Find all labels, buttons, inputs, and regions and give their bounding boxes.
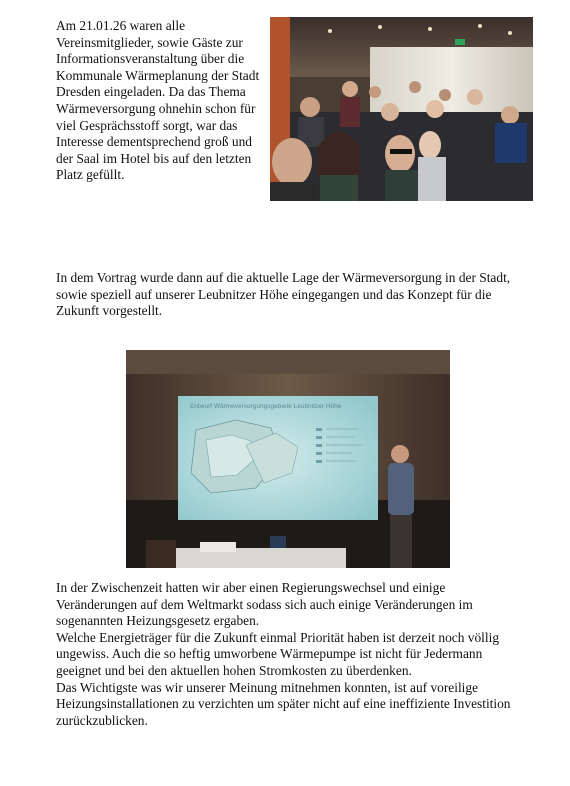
conclusion-paragraph-2: Welche Energieträger für die Zukunft einmal Priorität haben ist derzeit noch völlig ungewiss. Auch die so heftig umworbene Wärmepumpe ist nicht für Jedermann geeignet und bei den aktuellen hohen Stromkosten zu überdenken. xyxy=(56,629,500,678)
presentation-photo xyxy=(126,350,450,568)
conclusion-paragraphs xyxy=(56,580,516,729)
intro-paragraph: Am 21.01.26 waren alle Vereinsmitglieder, sowie Gäste zur Informationsveranstaltung über die Kommunale Wärmeplanung der Stadt Dresden eingeladen. Da das Thema Wärmeversorgung ohnehin schon für viel Gesprächsstoff sorgt, war das Interesse dementsprechend groß und der Saal im Hotel bis auf den letzten Platz gefüllt. xyxy=(56,18,260,183)
conclusion-paragraph-1: In der Zwischenzeit hatten wir aber einen Regierungswechsel und einige Veränderungen auf dem Weltmarkt sodass sich auch einige Veränderungen im sogenannten Heizungsgesetz ergaben. xyxy=(56,580,473,629)
talk-paragraph: In dem Vortrag wurde dann auf die aktuelle Lage der Wärmeversorgung in der Stadt, sowie speziell auf unserer Leubnitzer Höhe eingegangen und das Konzept für die Zukunft vorgestellt. xyxy=(56,270,511,319)
audience-photo xyxy=(270,17,533,201)
slide-title: Entwurf Wärmeversorgungsgebiete Leubnitzer Höhe xyxy=(190,403,342,410)
conclusion-paragraph-3: Das Wichtigste was wir unserer Meinung mitnehmen konnten, ist auf voreilige Heizungsinstallationen zu verzichten um später nicht auf eine ineffiziente Investition zurückzublicken. xyxy=(56,679,511,728)
